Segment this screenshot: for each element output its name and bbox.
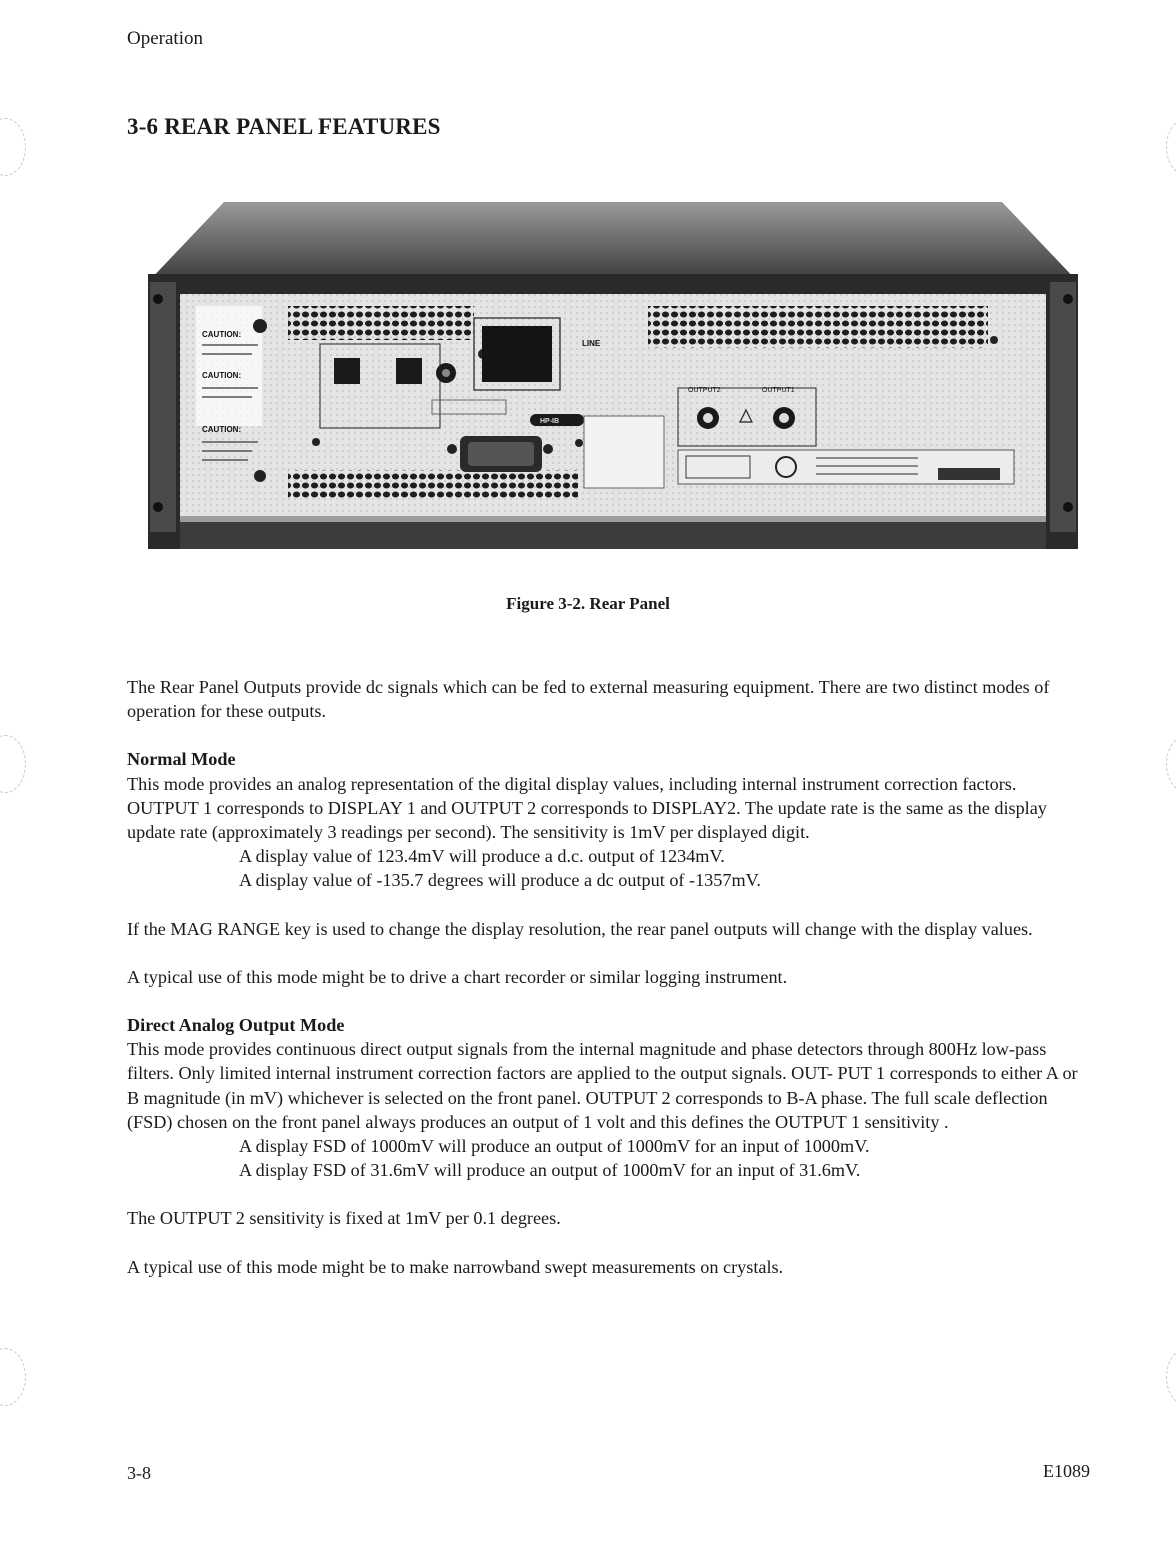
rear-panel-photo [148, 202, 1078, 549]
normal-mode-example-1: A display value of 123.4mV will produce a d.c. output of 1234mV. [239, 846, 725, 867]
punch-hole-mark [0, 735, 26, 793]
normal-mode-body: This mode provides an analog representation of the digital display values, including internal instrument correction factors. OUTPUT 1 corresponds to DISPLAY 1 and OUTPUT 2 corresponds to DISPLAY2. The update rate is the same as the display update rate (approximately 3 readings per second). The sensitivity is 1mV per displayed digit. [127, 773, 1047, 843]
mag-range-note: If the MAG RANGE key is used to change the display resolution, the rear panel outputs will change with the display values. [127, 918, 1033, 939]
normal-mode-typical-use: A typical use of this mode might be to drive a chart recorder or similar logging instrument. [127, 966, 788, 987]
direct-mode-typical-use: A typical use of this mode might be to make narrowband swept measurements on crystals. [127, 1256, 784, 1277]
page-number: 3-8 [127, 1463, 151, 1483]
normal-mode-heading: Normal Mode [127, 749, 236, 770]
normal-mode-example-2: A display value of -135.7 degrees will produce a dc output of -1357mV. [239, 870, 761, 891]
caution-label: CAUTION: [202, 425, 242, 434]
caution-label: CAUTION: [202, 371, 242, 380]
direct-mode-heading: Direct Analog Output Mode [127, 1015, 345, 1036]
punch-hole-mark [0, 118, 26, 176]
section-title: 3-6 REAR PANEL FEATURES [127, 114, 441, 139]
punch-hole-mark [1166, 1348, 1176, 1406]
hpib-label: HP-IB [540, 418, 560, 425]
figure-caption: Figure 3-2. Rear Panel [506, 594, 670, 613]
intro-paragraph: The Rear Panel Outputs provide dc signals which can be fed to external measuring equipment. There are two distinct modes of operation for these outputs. [127, 677, 1050, 722]
direct-mode-body: This mode provides continuous direct output signals from the internal magnitude and phase detectors through 800Hz low-pass filters. Only limited internal instrument correction factors are applied to the output signals. OUT- PUT 1 corresponds to either A or B magnitude (in mV) whichever is selected on the front panel. OUTPUT 2 corresponds to B-A phase. The full scale deflection (FSD) chosen on the front panel always produces an output of 1 volt and this defines the OUTPUT 1 sensitivity . [127, 1039, 1078, 1132]
direct-mode-example-2: A display FSD of 31.6mV will produce an output of 1000mV for an input of 31.6mV. [239, 1160, 861, 1181]
caution-label: CAUTION: [202, 330, 242, 339]
output2-label: OUTPUT2 [688, 387, 721, 394]
punch-hole-mark [1166, 735, 1176, 793]
direct-mode-example-1: A display FSD of 1000mV will produce an output of 1000mV for an input of 1000mV. [239, 1136, 870, 1157]
output2-sensitivity-note: The OUTPUT 2 sensitivity is fixed at 1mV per 0.1 degrees. [127, 1208, 561, 1229]
output1-label: OUTPUT1 [762, 387, 795, 394]
punch-hole-mark [0, 1348, 26, 1406]
body-content [127, 675, 1092, 1279]
running-head: Operation [127, 28, 203, 49]
punch-hole-mark [1166, 118, 1176, 176]
document-code: E1089 [1043, 1461, 1090, 1481]
line-label: LINE [582, 339, 601, 348]
